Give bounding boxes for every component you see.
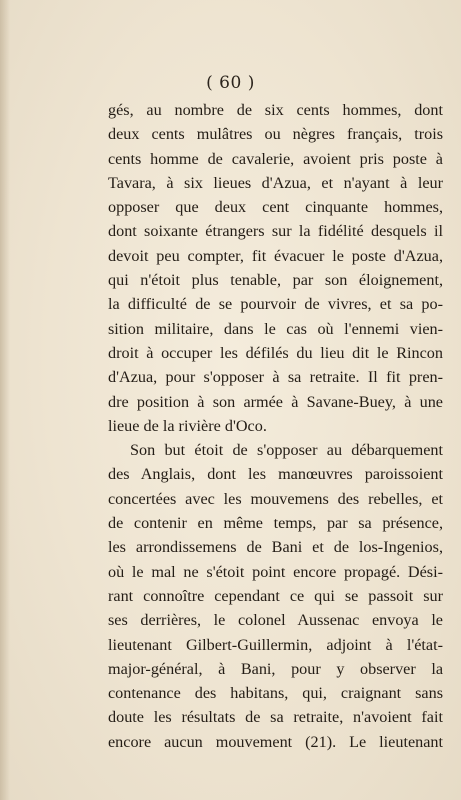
body-text (108, 98, 443, 754)
text-line: de contenir en même temps, par sa présence, (108, 514, 443, 533)
text-line: la difficulté de se pourvoir de vivres, et sa po- (108, 295, 443, 314)
text-line: opposer que deux cent cinquante hommes, (108, 198, 443, 217)
text-line: dont soixante étrangers sur la fidélité desquels il (108, 222, 443, 241)
text-line: droit à occuper les défilés du lieu dit le Rincon (108, 343, 443, 362)
text-line: sition militaire, dans le cas où l'ennemi vien- (108, 319, 443, 338)
text-line: contenance des habitans, qui, craignant sans (108, 684, 443, 703)
text-line: deux cents mulâtres ou nègres français, trois (108, 125, 443, 144)
text-line: où le mal ne s'étoit point encore propagé. Dési- (108, 562, 443, 581)
text-line: ses derrières, le colonel Aussenac envoya le (108, 611, 443, 630)
page-number: ( 60 ) (206, 73, 255, 93)
paragraph-first-line: Son but étoit de s'opposer au débarquement (130, 441, 443, 460)
text-line: des Anglais, dont les manœuvres paroissoient (108, 465, 443, 484)
text-line: gés, au nombre de six cents hommes, dont (108, 101, 443, 119)
paragraph-end-line: lieue de la rivière d'Oco. (108, 416, 267, 435)
text-line: major-général, à Bani, pour y observer la (108, 659, 443, 678)
page-gutter-shadow (0, 0, 10, 800)
text-line: encore aucun mouvement (21). Le lieutenant (108, 732, 443, 751)
text-line: dre position à son armée à Savane-Buey, à une (108, 392, 443, 411)
text-line: concertées avec les mouvemens des rebelles, et (108, 489, 443, 508)
text-line: Tavara, à six lieues d'Azua, et n'ayant à leur (108, 173, 443, 192)
text-line: qui n'étoit plus tenable, par son éloignement, (108, 271, 443, 290)
text-line: d'Azua, pour s'opposer à sa retraite. Il fit pren- (108, 368, 443, 387)
text-line: cents homme de cavalerie, avoient pris poste à (108, 149, 443, 168)
text-line: doute les résultats de sa retraite, n'avoient fait (108, 708, 443, 727)
text-line: rant connoître cependant ce qui se passoit sur (108, 586, 443, 605)
text-line: lieutenant Gilbert-Guillermin, adjoint à l'état- (108, 635, 443, 654)
text-line: devoit peu compter, fit évacuer le poste d'Azua, (108, 246, 443, 265)
text-line: les arrondissemens de Bani et de los-Ingenios, (108, 538, 443, 557)
